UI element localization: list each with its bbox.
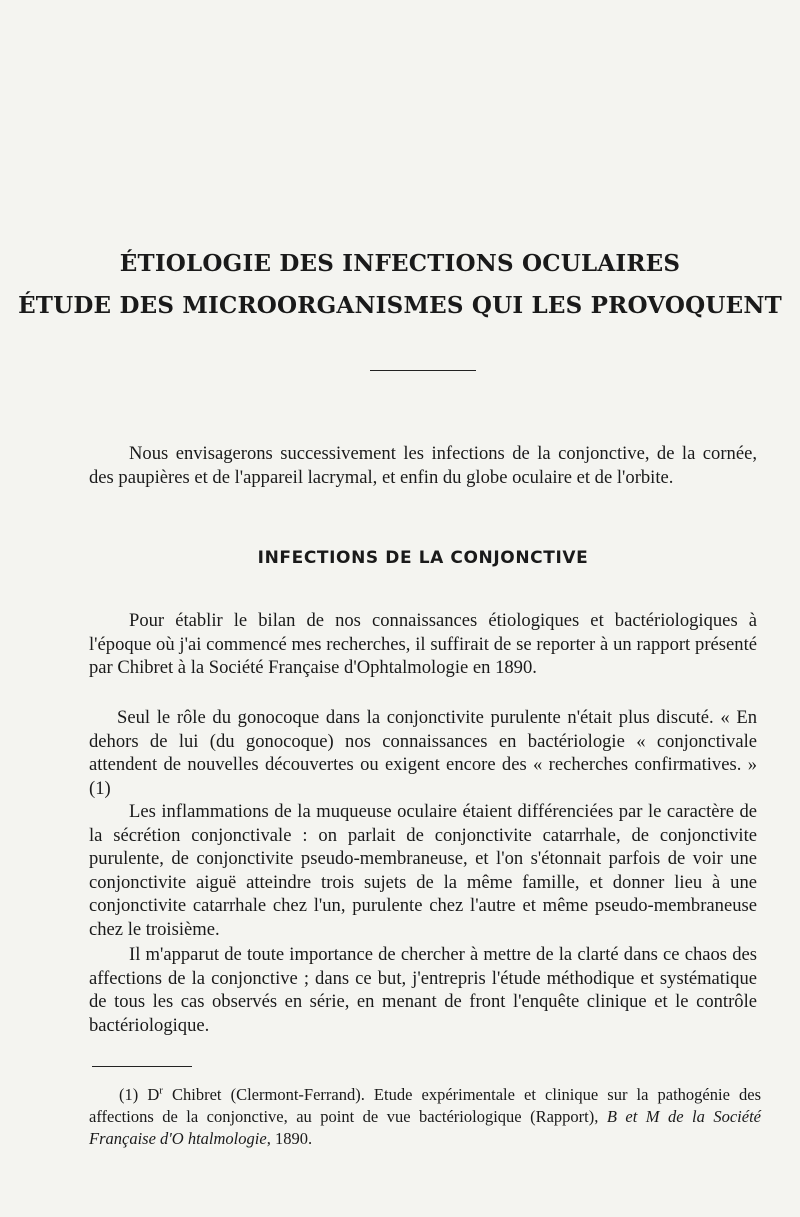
footnote-marker-sup: r: [159, 1084, 163, 1097]
footnote-journal: B et M de la Société Française d'O htalmologie: [89, 1107, 762, 1148]
section-heading: INFECTIONS DE LA CONJONCTIVE: [257, 548, 589, 568]
footnote: [89, 1084, 761, 1150]
title-divider: [370, 370, 476, 371]
body-paragraph-2: Seul le rôle du gonocoque dans la conjonctivite purulente n'était plus discuté. « En dehors de lui (du gonocoque) nos connaissances en bactériologie « conjonctivale attendent de nouvelles découvertes ou exigent encore des « recherches confirmatives. » (1): [89, 707, 757, 799]
body-paragraph-1: Pour établir le bilan de nos connaissances étiologiques et bactériologiques à l'époque où j'ai commencé mes recherches, il suffirait de se reporter à un rapport présenté par Chibret à la Société Française d'Ophtalmologie en 1890.: [89, 610, 757, 679]
footnote-text: Chibret (Clermont-Ferrand). Etude expérimentale et clinique sur la pathogénie des affections de la conjonctive, au point de vue bactériologique (Rapport),: [89, 1085, 761, 1126]
intro-paragraph: Nous envisagerons successivement les infections de la conjonctive, de la cornée, des paupières et de l'appareil lacrymal, et enfin du globe oculaire et de l'orbite.: [89, 443, 757, 488]
body-paragraph-3: Les inflammations de la muqueuse oculaire étaient différenciées par le caractère de la sécrétion conjonctivale : on parlait de conjonctivite catarrhale, de conjonctivite purulente, de conjonctivite pseudo-membraneuse, et l'on s'étonnait parfois de voir une conjonctivite aiguë atteindre trois sujets de la même famille, et donner lieu à une conjonctivite catarrhale chez l'un, purulente chez l'autre et même pseudo-membraneuse chez le troisième.: [89, 801, 757, 940]
footnote-marker: (1) D: [119, 1085, 160, 1104]
title-line-2: ÉTUDE DES MICROORGANISMES QUI LES PROVOQUENT: [18, 292, 782, 319]
footnote-divider: [92, 1066, 192, 1067]
body-paragraph-4: Il m'apparut de toute importance de chercher à mettre de la clarté dans ce chaos des affections de la conjonctive ; dans ce but, j'entrepris l'étude méthodique et systématique de tous les cas observés en série, en menant de front l'enquête clinique et le contrôle bactériologique.: [89, 944, 757, 1036]
title-line-1: ÉTIOLOGIE DES INFECTIONS OCULAIRES: [119, 250, 681, 277]
footnote-end: , 1890.: [266, 1129, 313, 1148]
